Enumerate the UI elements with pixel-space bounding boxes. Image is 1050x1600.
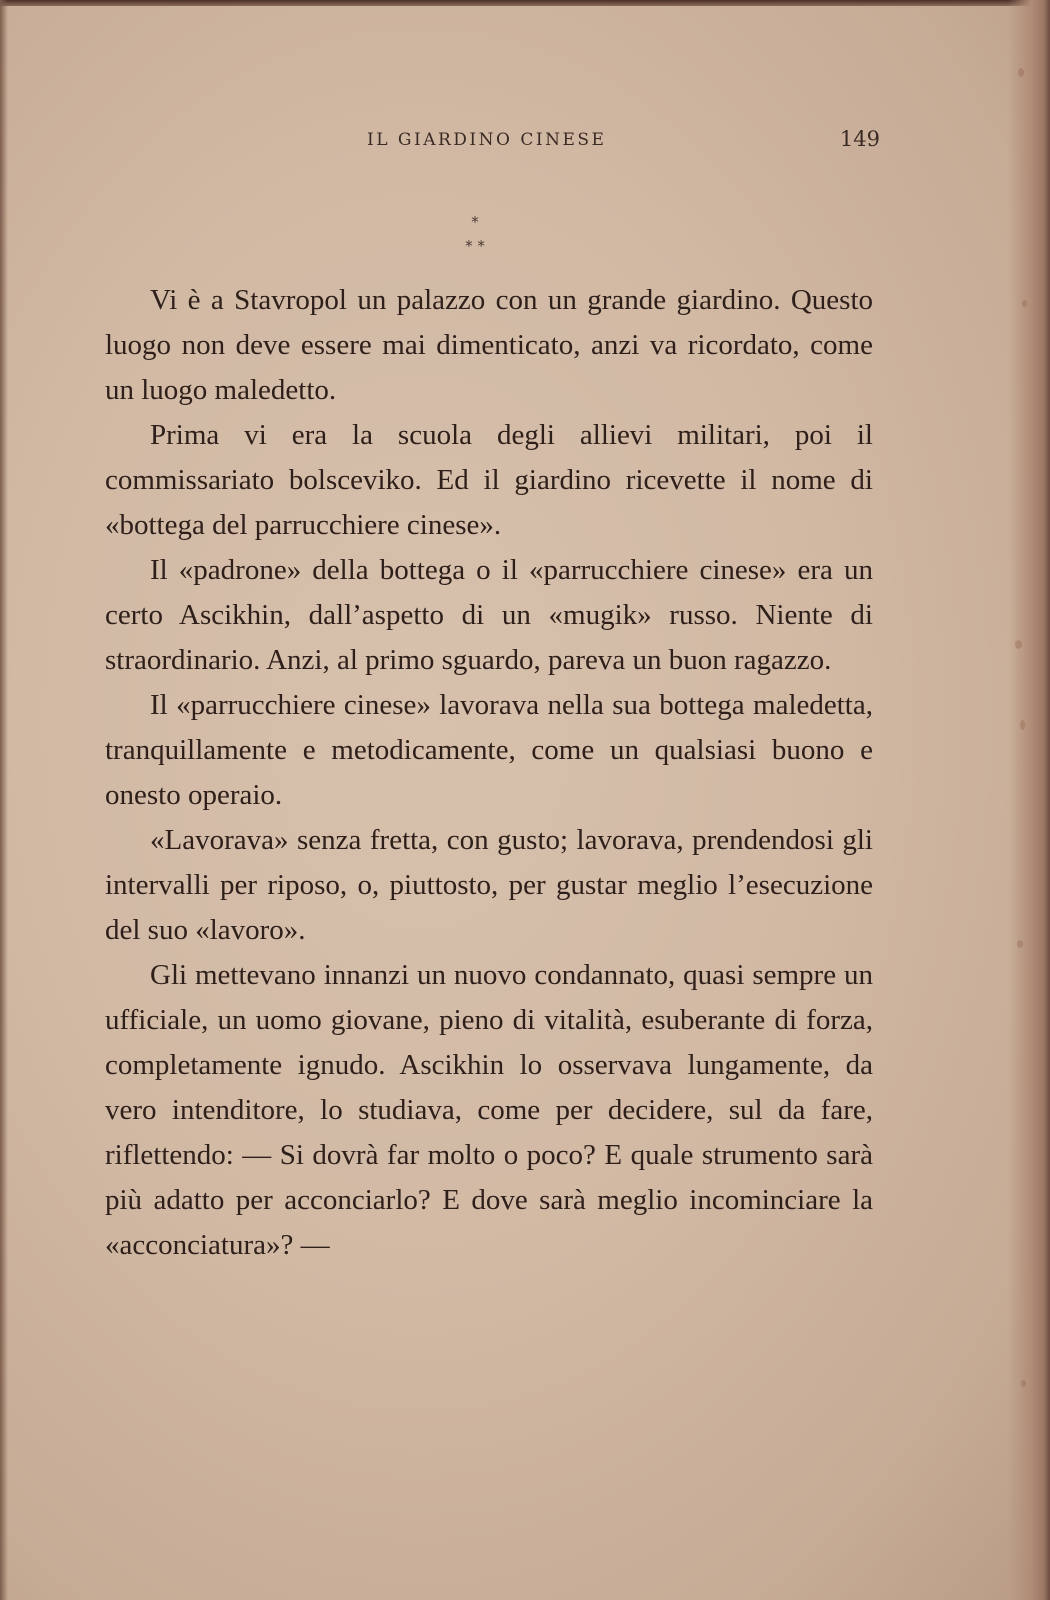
ornament-top: *: [471, 213, 479, 231]
foxing-spot: [1022, 300, 1027, 307]
foxing-spot: [1018, 68, 1024, 77]
paragraph: Gli mettevano innanzi un nuovo condannato, quasi sempre un ufficiale, un uomo giovane, pieno di vitalità, esuberante di forza, completamente ignudo. Ascikhin lo osservava lungamente, da vero intenditore, lo studiava, come per decidere, sul da fare, riflettendo: — Si dovrà far molto o poco? E quale strumento sarà più adatto per acconciarlo? E dove sarà meglio incominciare la «acconciatura»? —: [105, 959, 873, 1261]
foxing-spot: [1020, 720, 1025, 730]
page-top-edge: [0, 0, 1050, 6]
foxing-spot: [1017, 940, 1023, 948]
foxing-spot: [1021, 1380, 1026, 1387]
paragraph: Il «padrone» della bottega o il «parrucchiere cinese» era un certo Ascikhin, dall’aspetto di un «mugik» russo. Niente di straordinario. Anzi, al primo sguardo, pareva un buon ragazzo.: [105, 554, 873, 676]
paragraph: Prima vi era la scuola degli allievi militari, poi il commissariato bolsceviko. Ed il giardino ricevette il nome di «bottega del parrucchiere cinese».: [105, 419, 873, 541]
paragraph: «Lavorava» senza fretta, con gusto; lavorava, prendendosi gli intervalli per riposo, o, piuttosto, per gustar meglio l’esecuzione del suo «lavoro».: [105, 824, 873, 946]
running-title: IL GIARDINO CINESE: [367, 130, 607, 150]
page-left-edge: [0, 0, 8, 1600]
paragraph: Vi è a Stavropol un palazzo con un grande giardino. Questo luogo non deve essere mai dimenticato, anzi va ricordato, come un luogo maledetto.: [105, 284, 873, 406]
foxing-spot: [1015, 640, 1022, 649]
body-text: [105, 278, 873, 1268]
section-break-ornament: [445, 210, 505, 262]
ornament-bottom: * *: [465, 237, 485, 255]
page-number: 149: [839, 127, 880, 151]
running-header: [100, 127, 880, 160]
paragraph: Il «parrucchiere cinese» lavorava nella sua bottega maledetta, tranquillamente e metodicamente, come un qualsiasi buono e onesto operaio.: [105, 689, 873, 811]
page-right-edge: [1008, 0, 1050, 1600]
